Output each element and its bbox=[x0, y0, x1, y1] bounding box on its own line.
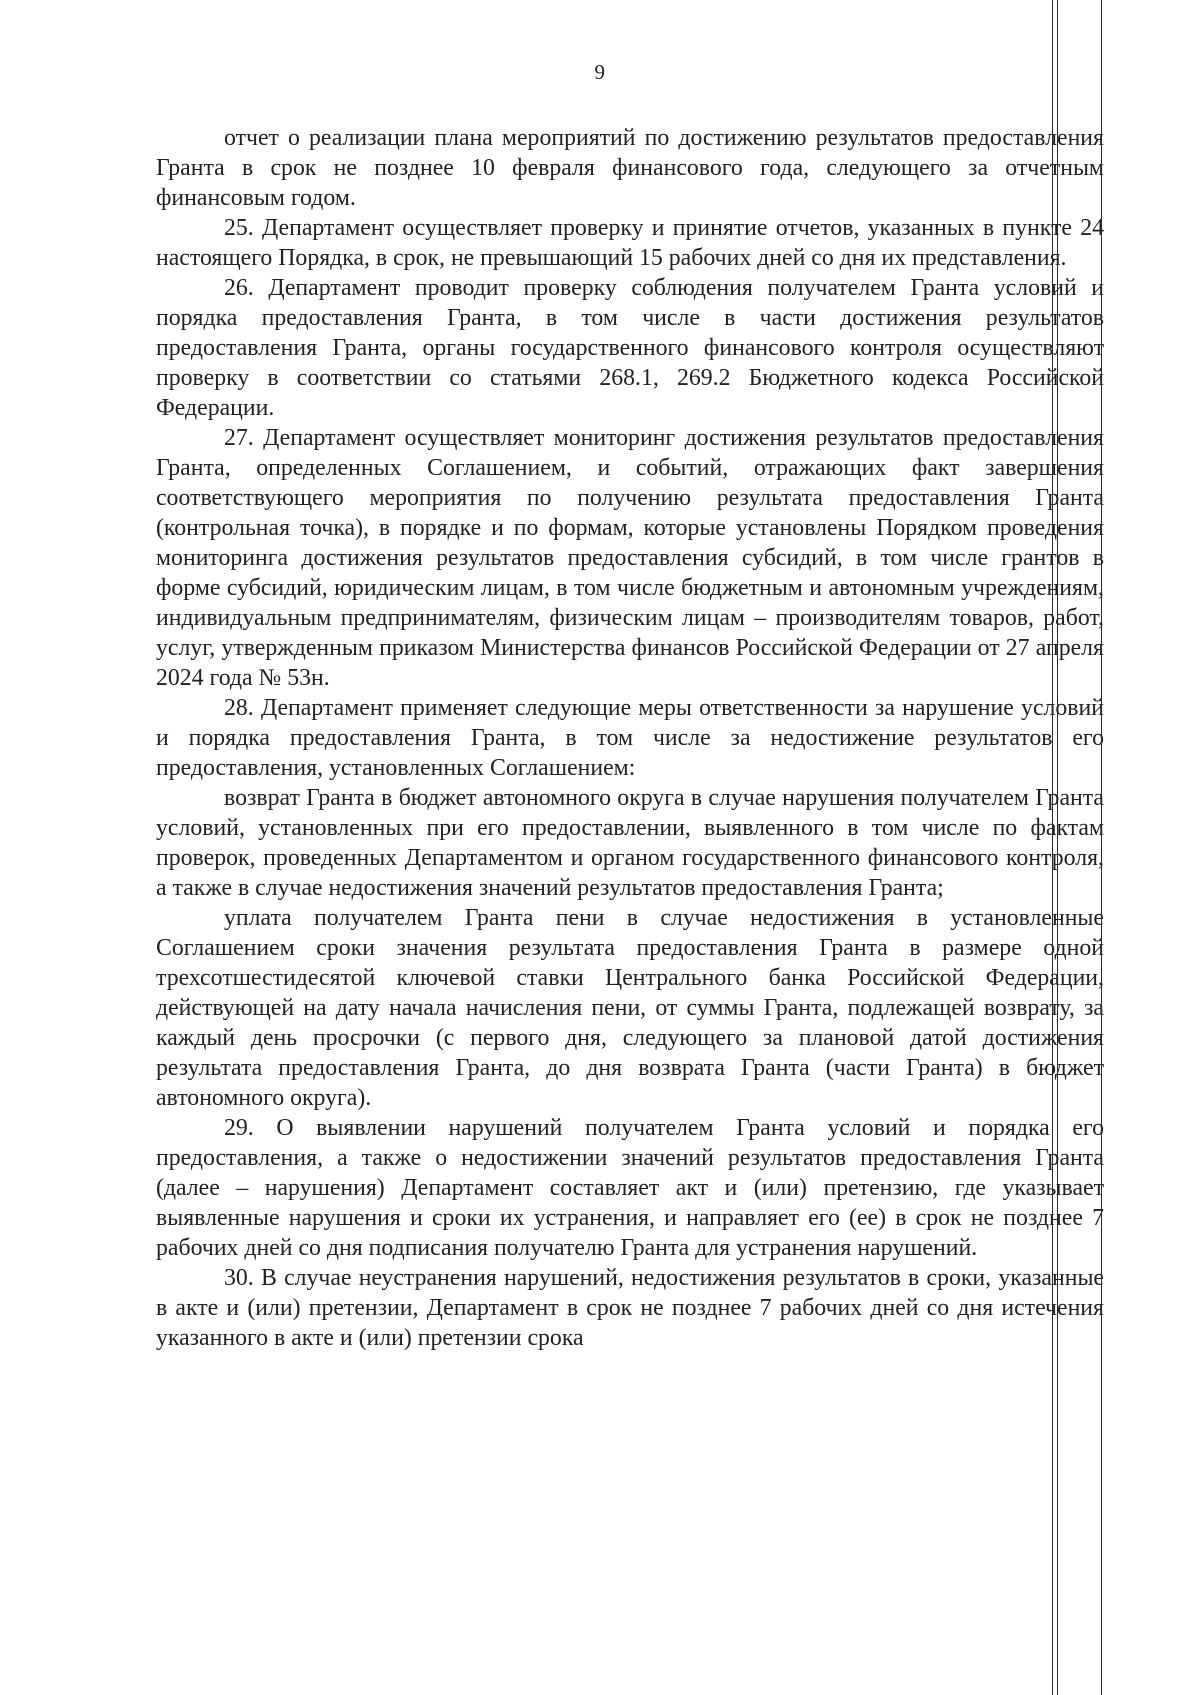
scan-artifact-line bbox=[1052, 0, 1053, 1695]
paragraph-report-continuation: отчет о реализации плана мероприятий по достижению результатов предоставления Гранта в срок не позднее 10 февраля финансового года, следующего за отчетным финансовым годом. bbox=[156, 125, 1104, 211]
paragraph-27: 27. Департамент осуществляет мониторинг достижения результатов предоставления Гранта, определенных Соглашением, и событий, отражающих факт завершения соответствующего мероприятия по получению результата предоставления Гранта (контрольная точка), в порядке и по формам, которые установлены Порядком проведения мониторинга достижения результатов предоставления субсидий, в том числе грантов в форме субсидий, юридическим лицам, в том числе бюджетным и автономным учреждениям, индивидуальным предпринимателям, физическим лицам – производителям товаров, работ, услуг, утвержденным приказом Министерства финансов Российской Федерации от 27 апреля 2024 года № 53н. bbox=[156, 425, 1104, 691]
paragraph-25: 25. Департамент осуществляет проверку и принятие отчетов, указанных в пункте 24 настоящего Порядка, в срок, не превышающий 15 рабочих дней со дня их представления. bbox=[156, 215, 1104, 271]
paragraph-28-penalty: уплата получателем Гранта пени в случае недостижения в установленные Соглашением сроки значения результата предоставления Гранта в размере одной трехсотшестидесятой ключевой ставки Центрального банка Российской Федерации, действующей на дату начала начисления пени, от суммы Гранта, подлежащей возврату, за каждый день просрочки (с первого дня, следующего за плановой датой достижения результата предоставления Гранта, до дня возврата Гранта (части Гранта) в бюджет автономного округа). bbox=[156, 905, 1104, 1111]
document-body bbox=[156, 123, 1104, 1353]
paragraph-28: 28. Департамент применяет следующие меры ответственности за нарушение условий и порядка предоставления Гранта, в том числе за недостижение результатов его предоставления, установленных Соглашением: bbox=[156, 695, 1104, 781]
page-number: 9 bbox=[594, 60, 606, 84]
paragraph-29: 29. О выявлении нарушений получателем Гранта условий и порядка его предоставления, а также о недостижении значений результатов предоставления Гранта (далее – нарушения) Департамент составляет акт и (или) претензию, где указывает выявленные нарушения и сроки их устранения, и направляет его (ее) в срок не позднее 7 рабочих дней со дня подписания получателю Гранта для устранения нарушений. bbox=[156, 1115, 1104, 1261]
scan-artifact-line bbox=[1101, 0, 1102, 1695]
paragraph-28-refund: возврат Гранта в бюджет автономного округа в случае нарушения получателем Гранта условий, установленных при его предоставлении, выявленного в том числе по фактам проверок, проведенных Департаментом и органом государственного финансового контроля, а также в случае недостижения значений результатов предоставления Гранта; bbox=[156, 785, 1104, 901]
scan-artifact-line bbox=[1057, 0, 1058, 1695]
paragraph-26: 26. Департамент проводит проверку соблюдения получателем Гранта условий и порядка предоставления Гранта, в том числе в части достижения результатов предоставления Гранта, органы государственного финансового контроля осуществляют проверку в соответствии со статьями 268.1, 269.2 Бюджетного кодекса Российской Федерации. bbox=[156, 275, 1104, 421]
paragraph-30: 30. В случае неустранения нарушений, недостижения результатов в сроки, указанные в акте и (или) претензии, Департамент в срок не позднее 7 рабочих дней со дня истечения указанного в акте и (или) претензии срока bbox=[156, 1265, 1104, 1351]
